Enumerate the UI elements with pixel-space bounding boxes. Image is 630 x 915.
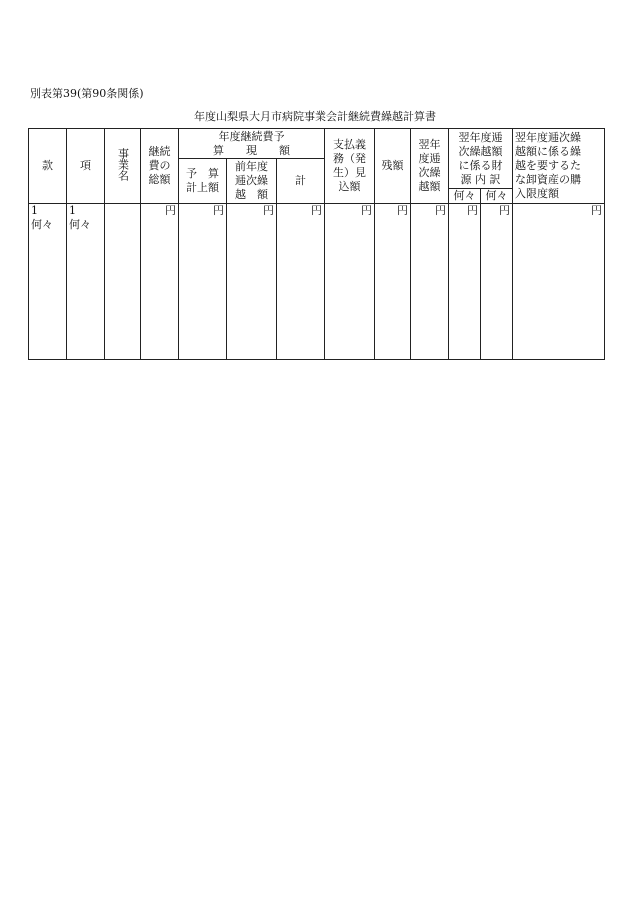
header-kou: 項 xyxy=(67,129,105,204)
header-balance: 残額 xyxy=(375,129,411,204)
row-purchase-limit: 円 xyxy=(513,204,605,360)
carryover-table xyxy=(28,128,605,360)
row-subtotal: 円 xyxy=(277,204,325,360)
header-payment-obligation: 支払義 務（発 生）見 込額 xyxy=(325,129,375,204)
header-source-2: 何々 xyxy=(481,189,513,204)
header-purchase-limit: 翌年度逓次繰 越額に係る繰 越を要するた な卸資産の購 入限度額 xyxy=(513,129,605,204)
row-next-carryover: 円 xyxy=(411,204,449,360)
header-next-carryover: 翌年 度逓 次繰 越額 xyxy=(411,129,449,204)
header-kan: 款 xyxy=(29,129,67,204)
document-title: 年度山梨県大月市病院事業会計継続費繰越計算書 xyxy=(194,110,436,123)
header-project-name-text: 事業名 xyxy=(116,147,130,181)
row-source-2: 円 xyxy=(481,204,513,360)
header-total: 継続 費の 総額 xyxy=(141,129,179,204)
row-kan: 1 何々 xyxy=(29,204,67,360)
row-prev-carryover: 円 xyxy=(227,204,277,360)
row-payment-obligation: 円 xyxy=(325,204,375,360)
row-project-name xyxy=(105,204,141,360)
header-source-breakdown: 翌年度逓 次繰越額 に係る財 源 内 訳 xyxy=(449,129,513,189)
row-kou: 1 何々 xyxy=(67,204,105,360)
row-source-1: 円 xyxy=(449,204,481,360)
row-balance: 円 xyxy=(375,204,411,360)
header-budget-group: 年度継続費予 算 現 額 xyxy=(179,129,325,159)
row-total: 円 xyxy=(141,204,179,360)
header-project-name xyxy=(105,129,141,204)
header-budget-amount: 予 算 計上額 xyxy=(179,159,227,204)
header-subtotal: 計 xyxy=(277,159,325,204)
row-budget-amount: 円 xyxy=(179,204,227,360)
form-reference: 別表第39(第90条関係) xyxy=(30,87,144,100)
header-prev-carryover: 前年度 逓次繰 越 額 xyxy=(227,159,277,204)
header-source-1: 何々 xyxy=(449,189,481,204)
